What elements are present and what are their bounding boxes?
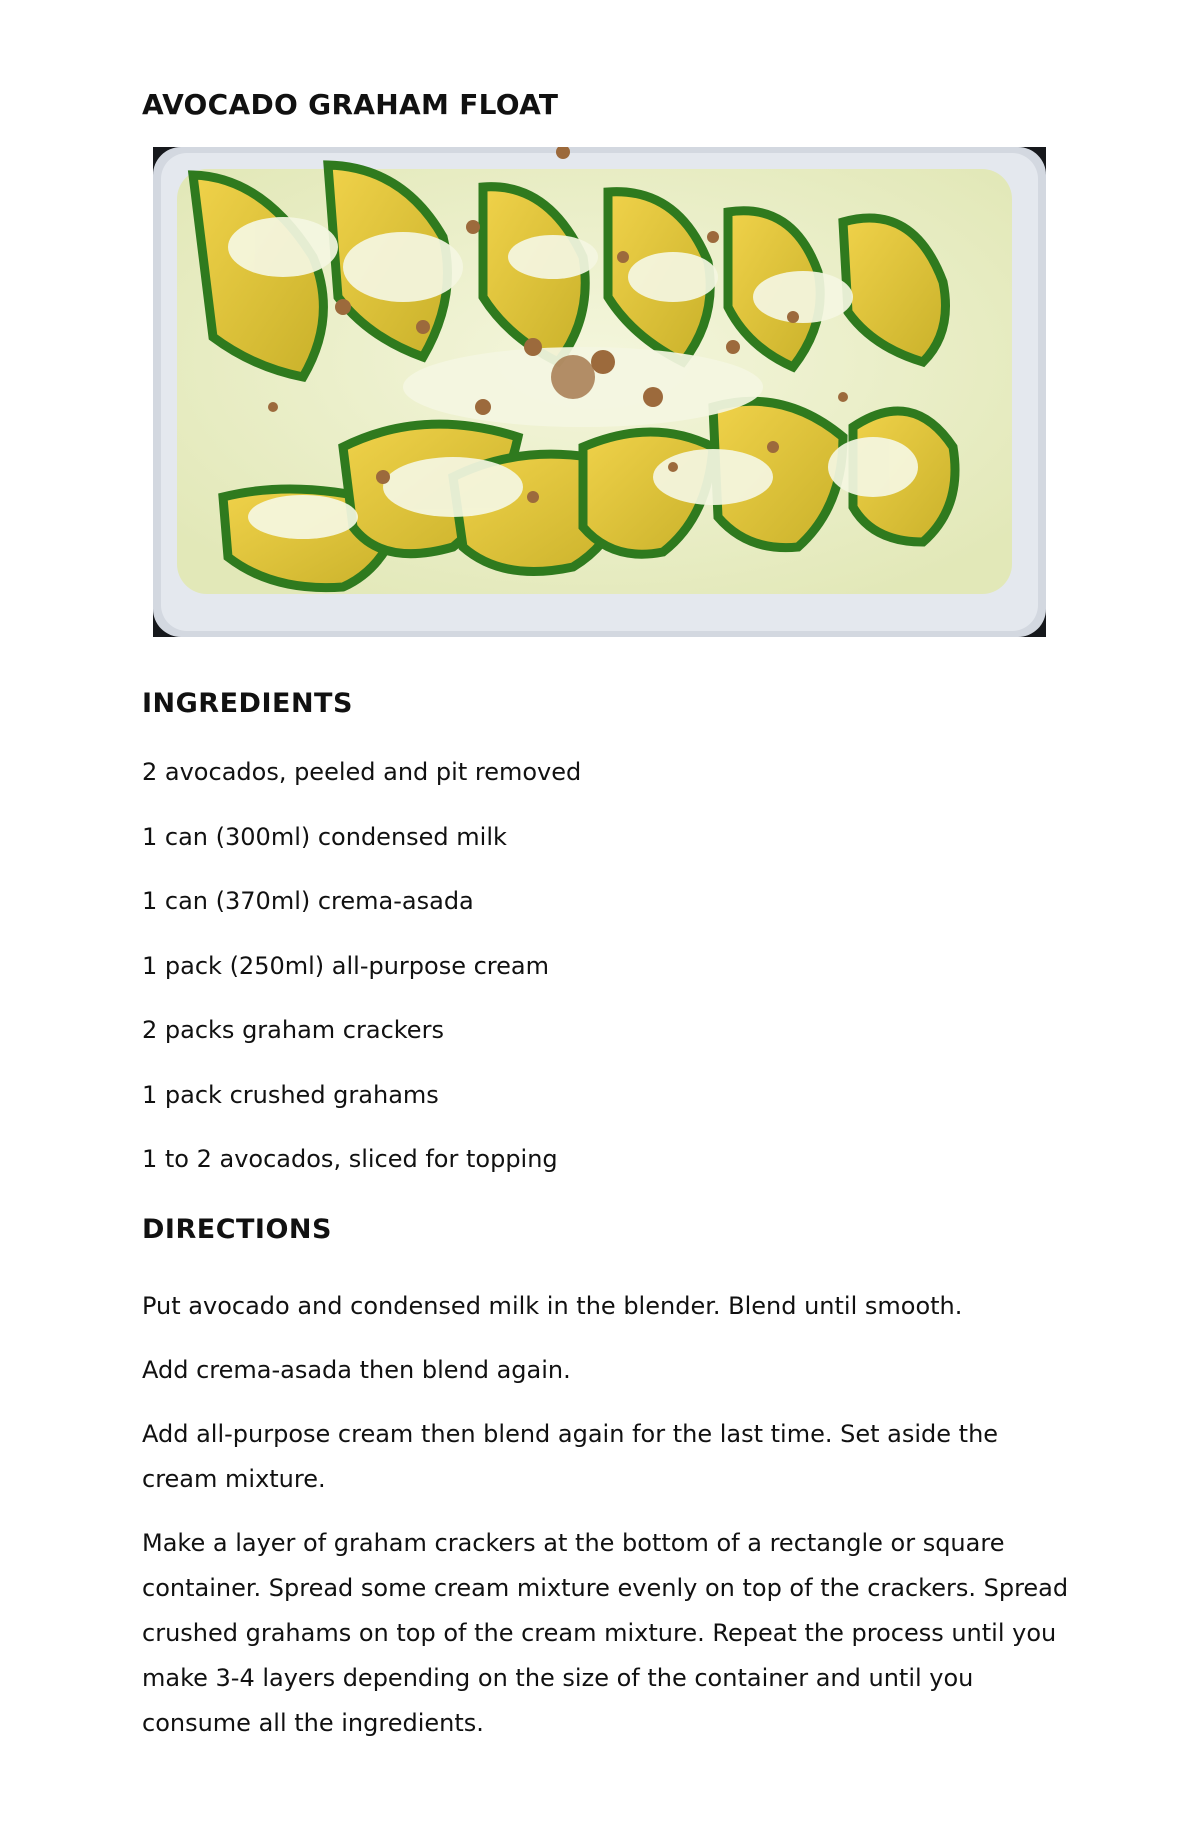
- direction-step: Add crema-asada then blend again.: [142, 1356, 571, 1384]
- ingredients-heading: INGREDIENTS: [142, 688, 353, 719]
- recipe-title: AVOCADO GRAHAM FLOAT: [142, 88, 559, 121]
- ingredient-item: 1 pack (250ml) all-purpose cream: [142, 951, 549, 980]
- direction-step: Add all-purpose cream then blend again for the last time. Set aside the cream mixture.: [142, 1420, 999, 1493]
- direction-step: Make a layer of graham crackers at the bottom of a rectangle or square container. Spread some cream mixture evenly on top of the crackers. Spread crushed grahams on top of the cream mixture. Repeat the process until you make 3-4 layers depending on the size of the container and until you consume all the ingredients.: [142, 1529, 1069, 1737]
- ingredient-item: 1 pack crushed grahams: [142, 1080, 439, 1109]
- directions-list: [142, 1284, 1072, 1765]
- avocado-float-image: [153, 147, 1046, 637]
- ingredients-list: [142, 757, 581, 1209]
- ingredient-item: 1 to 2 avocados, sliced for topping: [142, 1145, 558, 1173]
- recipe-photo: [153, 147, 1046, 637]
- ingredient-item: 1 can (300ml) condensed milk: [142, 822, 507, 851]
- ingredient-item: 2 packs graham crackers: [142, 1016, 444, 1044]
- direction-step: Put avocado and condensed milk in the blender. Blend until smooth.: [142, 1292, 963, 1320]
- ingredient-item: 2 avocados, peeled and pit removed: [142, 758, 582, 786]
- directions-heading: DIRECTIONS: [142, 1214, 332, 1245]
- ingredient-item: 1 can (370ml) crema-asada: [142, 887, 474, 915]
